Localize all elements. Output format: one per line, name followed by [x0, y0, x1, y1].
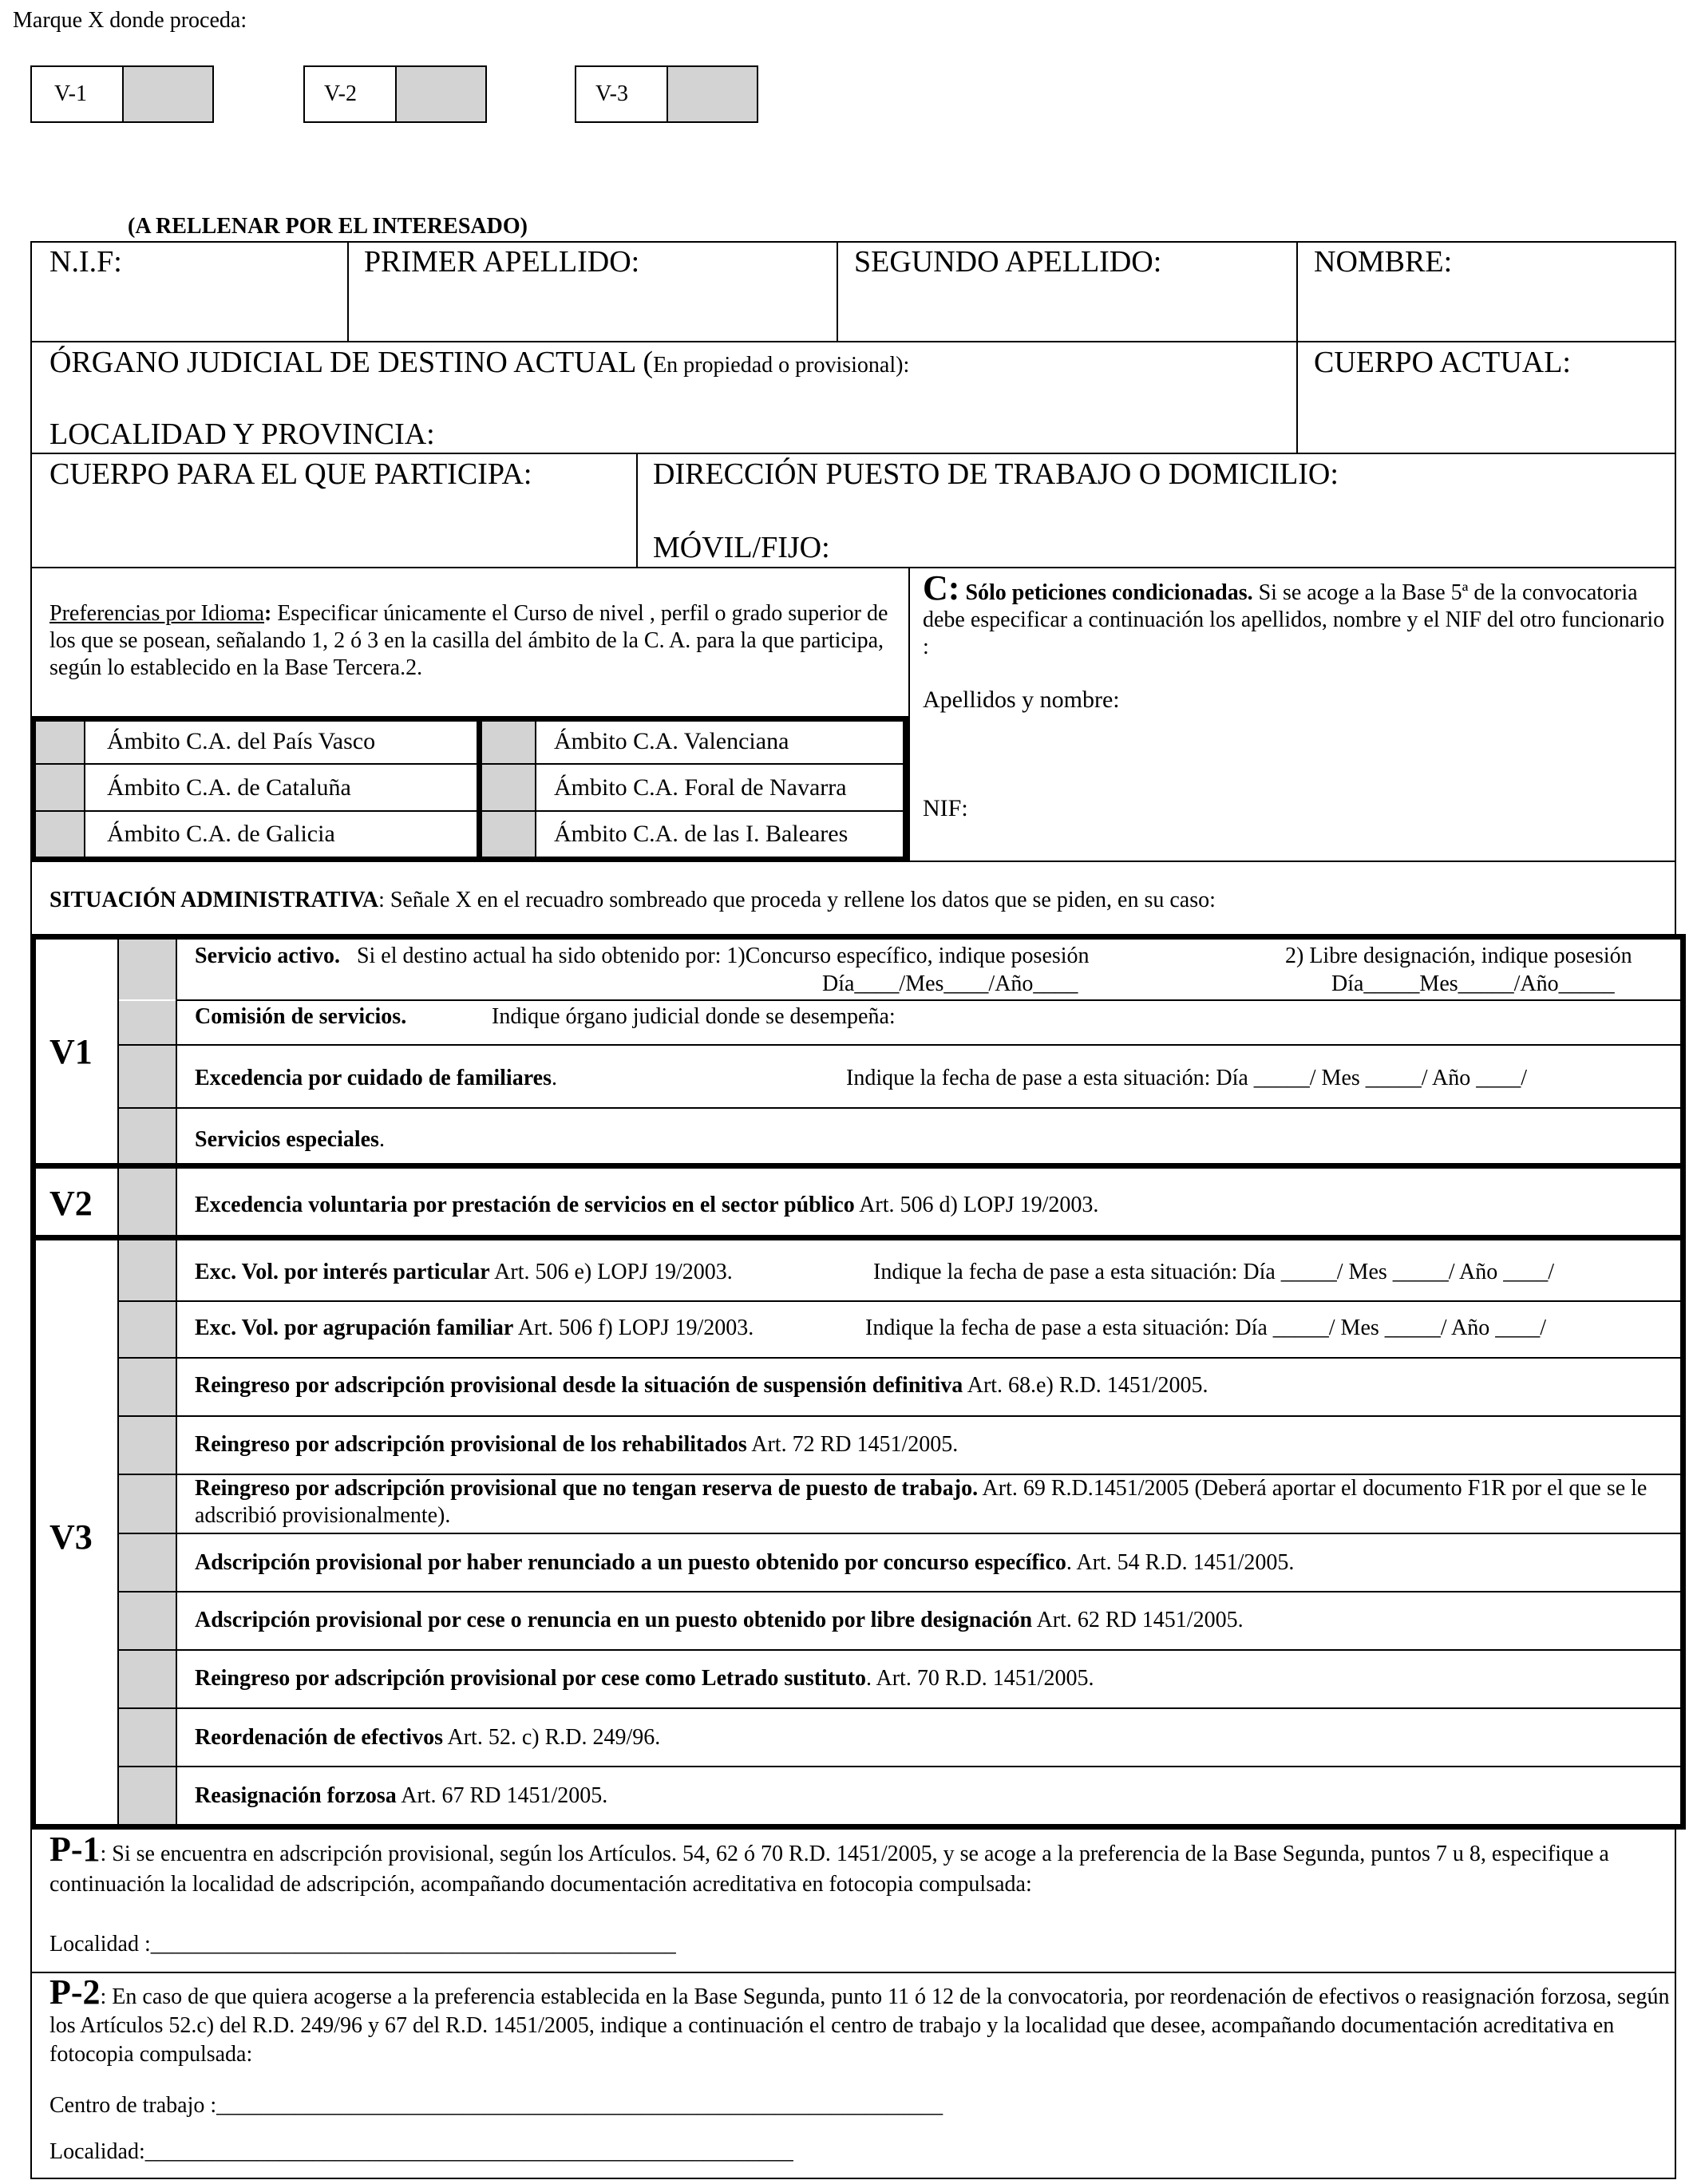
p2-localidad-field[interactable]: Localidad:__________________________________________________________ [49, 2139, 793, 2164]
v1-comision-text: Indique órgano judicial donde se desempeña: [492, 1004, 896, 1029]
organo-label: ÓRGANO JUDICIAL DE DESTINO ACTUAL (En propiedad o provisional): [49, 346, 910, 379]
movil-label: MÓVIL/FIJO: [653, 531, 830, 564]
v3-row-text: Adscripción provisional por haber renunciado a un puesto obtenido por concurso específico. Art. 54 R.D. 1451/2005. [195, 1550, 1295, 1575]
nombre-label: NOMBRE: [1314, 245, 1453, 279]
v3-row-fecha: Indique la fecha de pase a esta situación: Día _____/ Mes _____/ Año ____/ [873, 1260, 1555, 1284]
v3-row-text: Adscripción provisional por cese o renuncia en un puesto obtenido por libre designación Art. 62 RD 1451/2005. [195, 1608, 1244, 1632]
v1-comision-label: Comisión de servicios. [195, 1004, 407, 1029]
v3-row-text: Reingreso por adscripción provisional de los rehabilitados Art. 72 RD 1451/2005. [195, 1432, 959, 1457]
v1-fecha-libre: Día_____Mes_____/Año_____ [1331, 971, 1615, 996]
condicionadas-nif-field[interactable] [974, 790, 1660, 838]
v1-checkbox-especiales[interactable] [119, 1109, 176, 1163]
version-label-v1: V-1 [54, 81, 87, 106]
v1-checkbox-excedencia[interactable] [119, 1046, 176, 1107]
v3-checkbox-suspension[interactable] [119, 1359, 176, 1415]
v3-row-text: Reordenación de efectivos Art. 52. c) R.D. 249/96. [195, 1725, 661, 1750]
v3-row-text: Exc. Vol. por agrupación familiar Art. 506 f) LOPJ 19/2003. [195, 1316, 754, 1340]
nif-label: N.I.F: [49, 245, 122, 279]
p2-label: P-2 [49, 1972, 101, 2012]
ambito-label-navarra: Ámbito C.A. Foral de Navarra [554, 774, 847, 801]
v1-servicio-activo-text: Servicio activo. Si el destino actual ha sido obtenido por: 1)Concurso específico, indique posesión [195, 944, 1090, 968]
localidad-provincia-label: LOCALIDAD Y PROVINCIA: [49, 417, 435, 451]
cuerpo-actual-label: CUERPO ACTUAL: [1314, 346, 1571, 379]
v1-especiales-label: Servicios especiales. [195, 1127, 385, 1152]
v3-checkbox-concurso-especifico[interactable] [119, 1534, 176, 1591]
p1-localidad-field[interactable]: Localidad :_______________________________________________ [49, 1932, 676, 1956]
p1-label: P-1 [49, 1830, 101, 1869]
ambito-label-baleares: Ámbito C.A. de las I. Baleares [554, 821, 848, 847]
v3-row-text: Reingreso por adscripción provisional que no tengan reserva de puesto de trabajo. Art. 69 R.D.1451/2005 (Deberá aportar el documento F1R por el que se le adscribió provisionalmente). [195, 1476, 1648, 1528]
cuerpo-participa-label: CUERPO PARA EL QUE PARTICIPA: [49, 457, 532, 491]
ambito-checkbox-navarra[interactable] [482, 765, 536, 810]
version-box-v3 [575, 65, 758, 123]
ambito-label-pais-vasco: Ámbito C.A. del País Vasco [107, 728, 376, 754]
ambito-checkbox-cataluna[interactable] [36, 765, 85, 810]
v3-checkbox-rehabilitados[interactable] [119, 1417, 176, 1474]
idioma-label: Preferencias por Idioma [49, 601, 264, 626]
v3-checkbox-reasignacion[interactable] [119, 1767, 176, 1824]
ambito-label-galicia: Ámbito C.A. de Galicia [107, 821, 335, 847]
v3-row-text: Reingreso por adscripción provisional desde la situación de suspensión definitiva Art. 68.e) R.D. 1451/2005. [195, 1373, 1208, 1398]
nombre-field[interactable] [1314, 279, 1665, 335]
segundo-apellido-label: SEGUNDO APELLIDO: [854, 245, 1162, 279]
v3-row-fecha: Indique la fecha de pase a esta situación: Día _____/ Mes _____/ Año ____/ [865, 1316, 1547, 1340]
segundo-apellido-field[interactable] [854, 279, 1285, 335]
condicionadas-apellidos-field[interactable] [923, 718, 1665, 782]
condicionadas-apellidos-label: Apellidos y nombre: [923, 686, 1120, 713]
version-checkbox-v2[interactable] [395, 67, 485, 121]
situacion-text: SITUACIÓN ADMINISTRATIVA: Señale X en el recuadro sombreado que proceda y rellene los datos que se piden, en su caso: [49, 888, 1216, 912]
v3-checkbox-agrupacion-familiar[interactable] [119, 1302, 176, 1357]
ambito-checkbox-baleares[interactable] [482, 812, 536, 857]
primer-apellido-field[interactable] [364, 279, 827, 335]
version-box-v1 [30, 65, 214, 123]
instruction-text: Marque X donde proceda: [13, 8, 247, 33]
v1-libre-designacion-text: 2) Libre designación, indique posesión [1285, 944, 1632, 968]
v3-row-text: Exc. Vol. por interés particular Art. 506 e) LOPJ 19/2003. [195, 1260, 733, 1284]
v3-checkbox-letrado-sustituto[interactable] [119, 1651, 176, 1707]
version-label-v3: V-3 [595, 81, 628, 106]
ambito-label-cataluna: Ámbito C.A. de Cataluña [107, 774, 351, 801]
version-checkbox-v1[interactable] [122, 67, 212, 121]
v2-text: Excedencia voluntaria por prestación de servicios en el sector público Art. 506 d) LOPJ 19/2003. [195, 1193, 1099, 1217]
p2-text: P-2: En caso de que quiera acogerse a la preferencia establecida en la Base Segunda, punto 11 ó 12 de la convocatoria, por reordenación de efectivos o reasignación forzosa, según los Artículos 52.c) del R.D. 249/96 y 67 del R.D. 1451/2005, indique a continuación el centro de trabajo y la localidad que desee, acompañando documentación acreditativa en fotocopia compulsada: [49, 1972, 1670, 2067]
condicionadas-letter: C: [923, 568, 960, 607]
direccion-label: DIRECCIÓN PUESTO DE TRABAJO O DOMICILIO: [653, 457, 1339, 491]
v3-row-text: Reasignación forzosa Art. 67 RD 1451/2005. [195, 1783, 608, 1808]
version-box-v2 [303, 65, 487, 123]
v3-label: V3 [49, 1517, 93, 1557]
v1-fecha-concurso: Día____/Mes____/Año____ [822, 971, 1078, 996]
ambito-checkbox-valenciana[interactable] [482, 722, 536, 763]
idioma-text: Preferencias por Idioma: Especificar únicamente el Curso de nivel , perfil o grado superior de los que se posean, señalando 1, 2 ó 3 en la casilla del ámbito de la C. A. para la que participa, según lo establecido en la Base Tercera.2. [49, 601, 888, 680]
p2-centro-field[interactable]: Centro de trabajo :_________________________________________________________________ [49, 2093, 943, 2118]
v3-checkbox-libre-designacion[interactable] [119, 1592, 176, 1649]
ambito-checkbox-galicia[interactable] [36, 812, 85, 857]
v1-checkbox-servicio-activo[interactable] [119, 940, 176, 999]
v3-checkbox-sin-reserva[interactable] [119, 1475, 176, 1533]
v1-label: V1 [49, 1032, 93, 1071]
v3-row-text: Reingreso por adscripción provisional por cese como Letrado sustituto. Art. 70 R.D. 1451/2005. [195, 1666, 1094, 1691]
ambito-checkbox-pais-vasco[interactable] [36, 722, 85, 763]
p1-text: P-1: Si se encuentra en adscripción provisional, según los Artículos. 54, 62 ó 70 R.D. 1451/2005, y se acoge a la preferencia de la Base Segunda, puntos 7 u 8, especifique a continuación la localidad de adscripción, acompañando documentación acreditativa en fotocopia compulsada: [49, 1830, 1609, 1897]
nif-field[interactable] [49, 279, 337, 335]
version-checkbox-v3[interactable] [667, 67, 757, 121]
v3-checkbox-interes-particular[interactable] [119, 1240, 176, 1300]
v2-label: V2 [49, 1184, 93, 1223]
condicionadas-nif-label: NIF: [923, 795, 968, 821]
version-label-v2: V-2 [324, 81, 357, 106]
v1-excedencia-label: Excedencia por cuidado de familiares. [195, 1066, 557, 1090]
v3-checkbox-reordenacion[interactable] [119, 1709, 176, 1766]
v1-checkbox-comision[interactable] [119, 1001, 176, 1044]
ambito-label-valenciana: Ámbito C.A. Valenciana [554, 728, 789, 754]
v1-excedencia-fecha: Indique la fecha de pase a esta situación: Día _____/ Mes _____/ Año ____/ [846, 1066, 1528, 1090]
condicionadas-text: C: Sólo peticiones condicionadas. Si se acoge a la Base 5ª de la convocatoria debe especificar a continuación los apellidos, nombre y el NIF del otro funcionario : [923, 568, 1665, 659]
v2-checkbox[interactable] [119, 1169, 176, 1235]
primer-apellido-label: PRIMER APELLIDO: [364, 245, 640, 279]
fill-note: (A RELLENAR POR EL INTERESADO) [128, 214, 528, 239]
